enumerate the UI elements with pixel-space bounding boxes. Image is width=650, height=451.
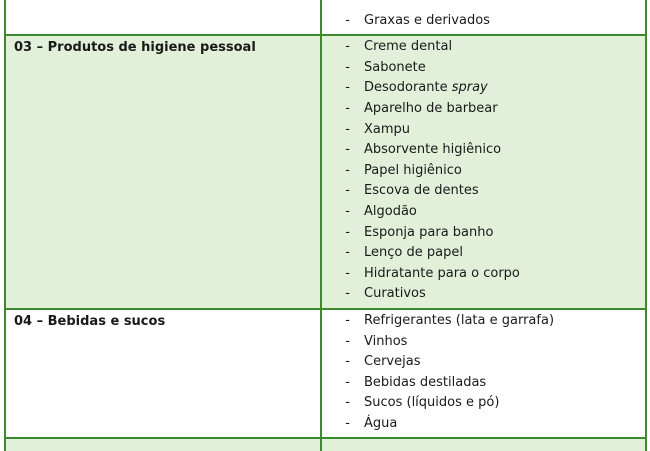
list-item bbox=[322, 223, 645, 244]
item-text: Hidratante para o corpo bbox=[364, 265, 520, 281]
list-item bbox=[322, 373, 645, 394]
dash: - bbox=[345, 374, 350, 390]
item-list bbox=[322, 0, 645, 34]
list-item bbox=[322, 393, 645, 414]
category-label: 03 – Produtos de higiene pessoal bbox=[6, 36, 322, 308]
item-text: Curativos bbox=[364, 286, 426, 302]
item-text: Sucos (líquidos e pó) bbox=[364, 395, 500, 411]
table-row-04 bbox=[6, 310, 645, 440]
dash: - bbox=[345, 183, 350, 199]
dash: - bbox=[345, 80, 350, 96]
list-item bbox=[322, 120, 645, 141]
list-item bbox=[322, 284, 645, 305]
list-item bbox=[322, 99, 645, 120]
list-item bbox=[322, 58, 645, 79]
dash: - bbox=[345, 286, 350, 302]
list-item bbox=[322, 414, 645, 435]
item-text: Sabonete bbox=[364, 59, 426, 75]
dash: - bbox=[345, 39, 350, 55]
item-text: Aparelho de barbear bbox=[364, 100, 498, 116]
table-row-05 bbox=[6, 439, 645, 451]
dash: - bbox=[345, 245, 350, 261]
category-label bbox=[6, 0, 322, 34]
list-item bbox=[322, 37, 645, 58]
list-item bbox=[322, 11, 645, 32]
category-table bbox=[4, 0, 647, 451]
item-text: Vinhos bbox=[364, 333, 408, 349]
item-text: Algodão bbox=[364, 203, 417, 219]
dash: - bbox=[345, 142, 350, 158]
item-text: Desodorante spray bbox=[364, 80, 488, 96]
dash: - bbox=[345, 415, 350, 431]
item-list bbox=[322, 310, 645, 438]
item-list-empty bbox=[322, 439, 645, 451]
item-text: Papel higiênico bbox=[364, 162, 462, 178]
dash: - bbox=[345, 203, 350, 219]
item-text: Esponja para banho bbox=[364, 224, 494, 240]
item-text: Xampu bbox=[364, 121, 411, 137]
list-item bbox=[322, 161, 645, 182]
dash: - bbox=[345, 162, 350, 178]
dash: - bbox=[345, 59, 350, 75]
item-text: Bebidas destiladas bbox=[364, 374, 487, 390]
dash: - bbox=[345, 100, 350, 116]
item-text: Absorvente higiênico bbox=[364, 142, 502, 158]
item-text: Graxas e derivados bbox=[364, 12, 490, 28]
dash bbox=[332, 0, 364, 11]
dash: - bbox=[345, 224, 350, 240]
item-text bbox=[364, 0, 645, 11]
item-text: Escova de dentes bbox=[364, 183, 479, 199]
dash: - bbox=[345, 354, 350, 370]
dash: - bbox=[345, 395, 350, 411]
dash: - bbox=[345, 121, 350, 137]
list-item bbox=[322, 352, 645, 373]
item-text: Creme dental bbox=[364, 39, 453, 55]
dash: - bbox=[345, 265, 350, 281]
list-item bbox=[322, 202, 645, 223]
dash: - bbox=[345, 12, 350, 28]
list-item bbox=[322, 311, 645, 332]
item-text: Refrigerantes (lata e garrafa) bbox=[364, 312, 555, 328]
category-label: 04 – Bebidas e sucos bbox=[6, 310, 322, 438]
dash: - bbox=[345, 312, 350, 328]
category-label-empty bbox=[6, 439, 322, 451]
list-item bbox=[322, 140, 645, 161]
table-row-02 bbox=[6, 0, 645, 36]
list-item bbox=[322, 264, 645, 285]
item-list bbox=[322, 36, 645, 308]
list-item bbox=[322, 243, 645, 264]
list-item bbox=[322, 0, 645, 11]
list-item bbox=[322, 332, 645, 353]
item-text: Água bbox=[364, 415, 398, 431]
list-item bbox=[322, 181, 645, 202]
item-text: Lenço de papel bbox=[364, 245, 463, 261]
list-item bbox=[322, 78, 645, 99]
table-row-03 bbox=[6, 36, 645, 310]
dash: - bbox=[345, 333, 350, 349]
item-text: Cervejas bbox=[364, 354, 421, 370]
